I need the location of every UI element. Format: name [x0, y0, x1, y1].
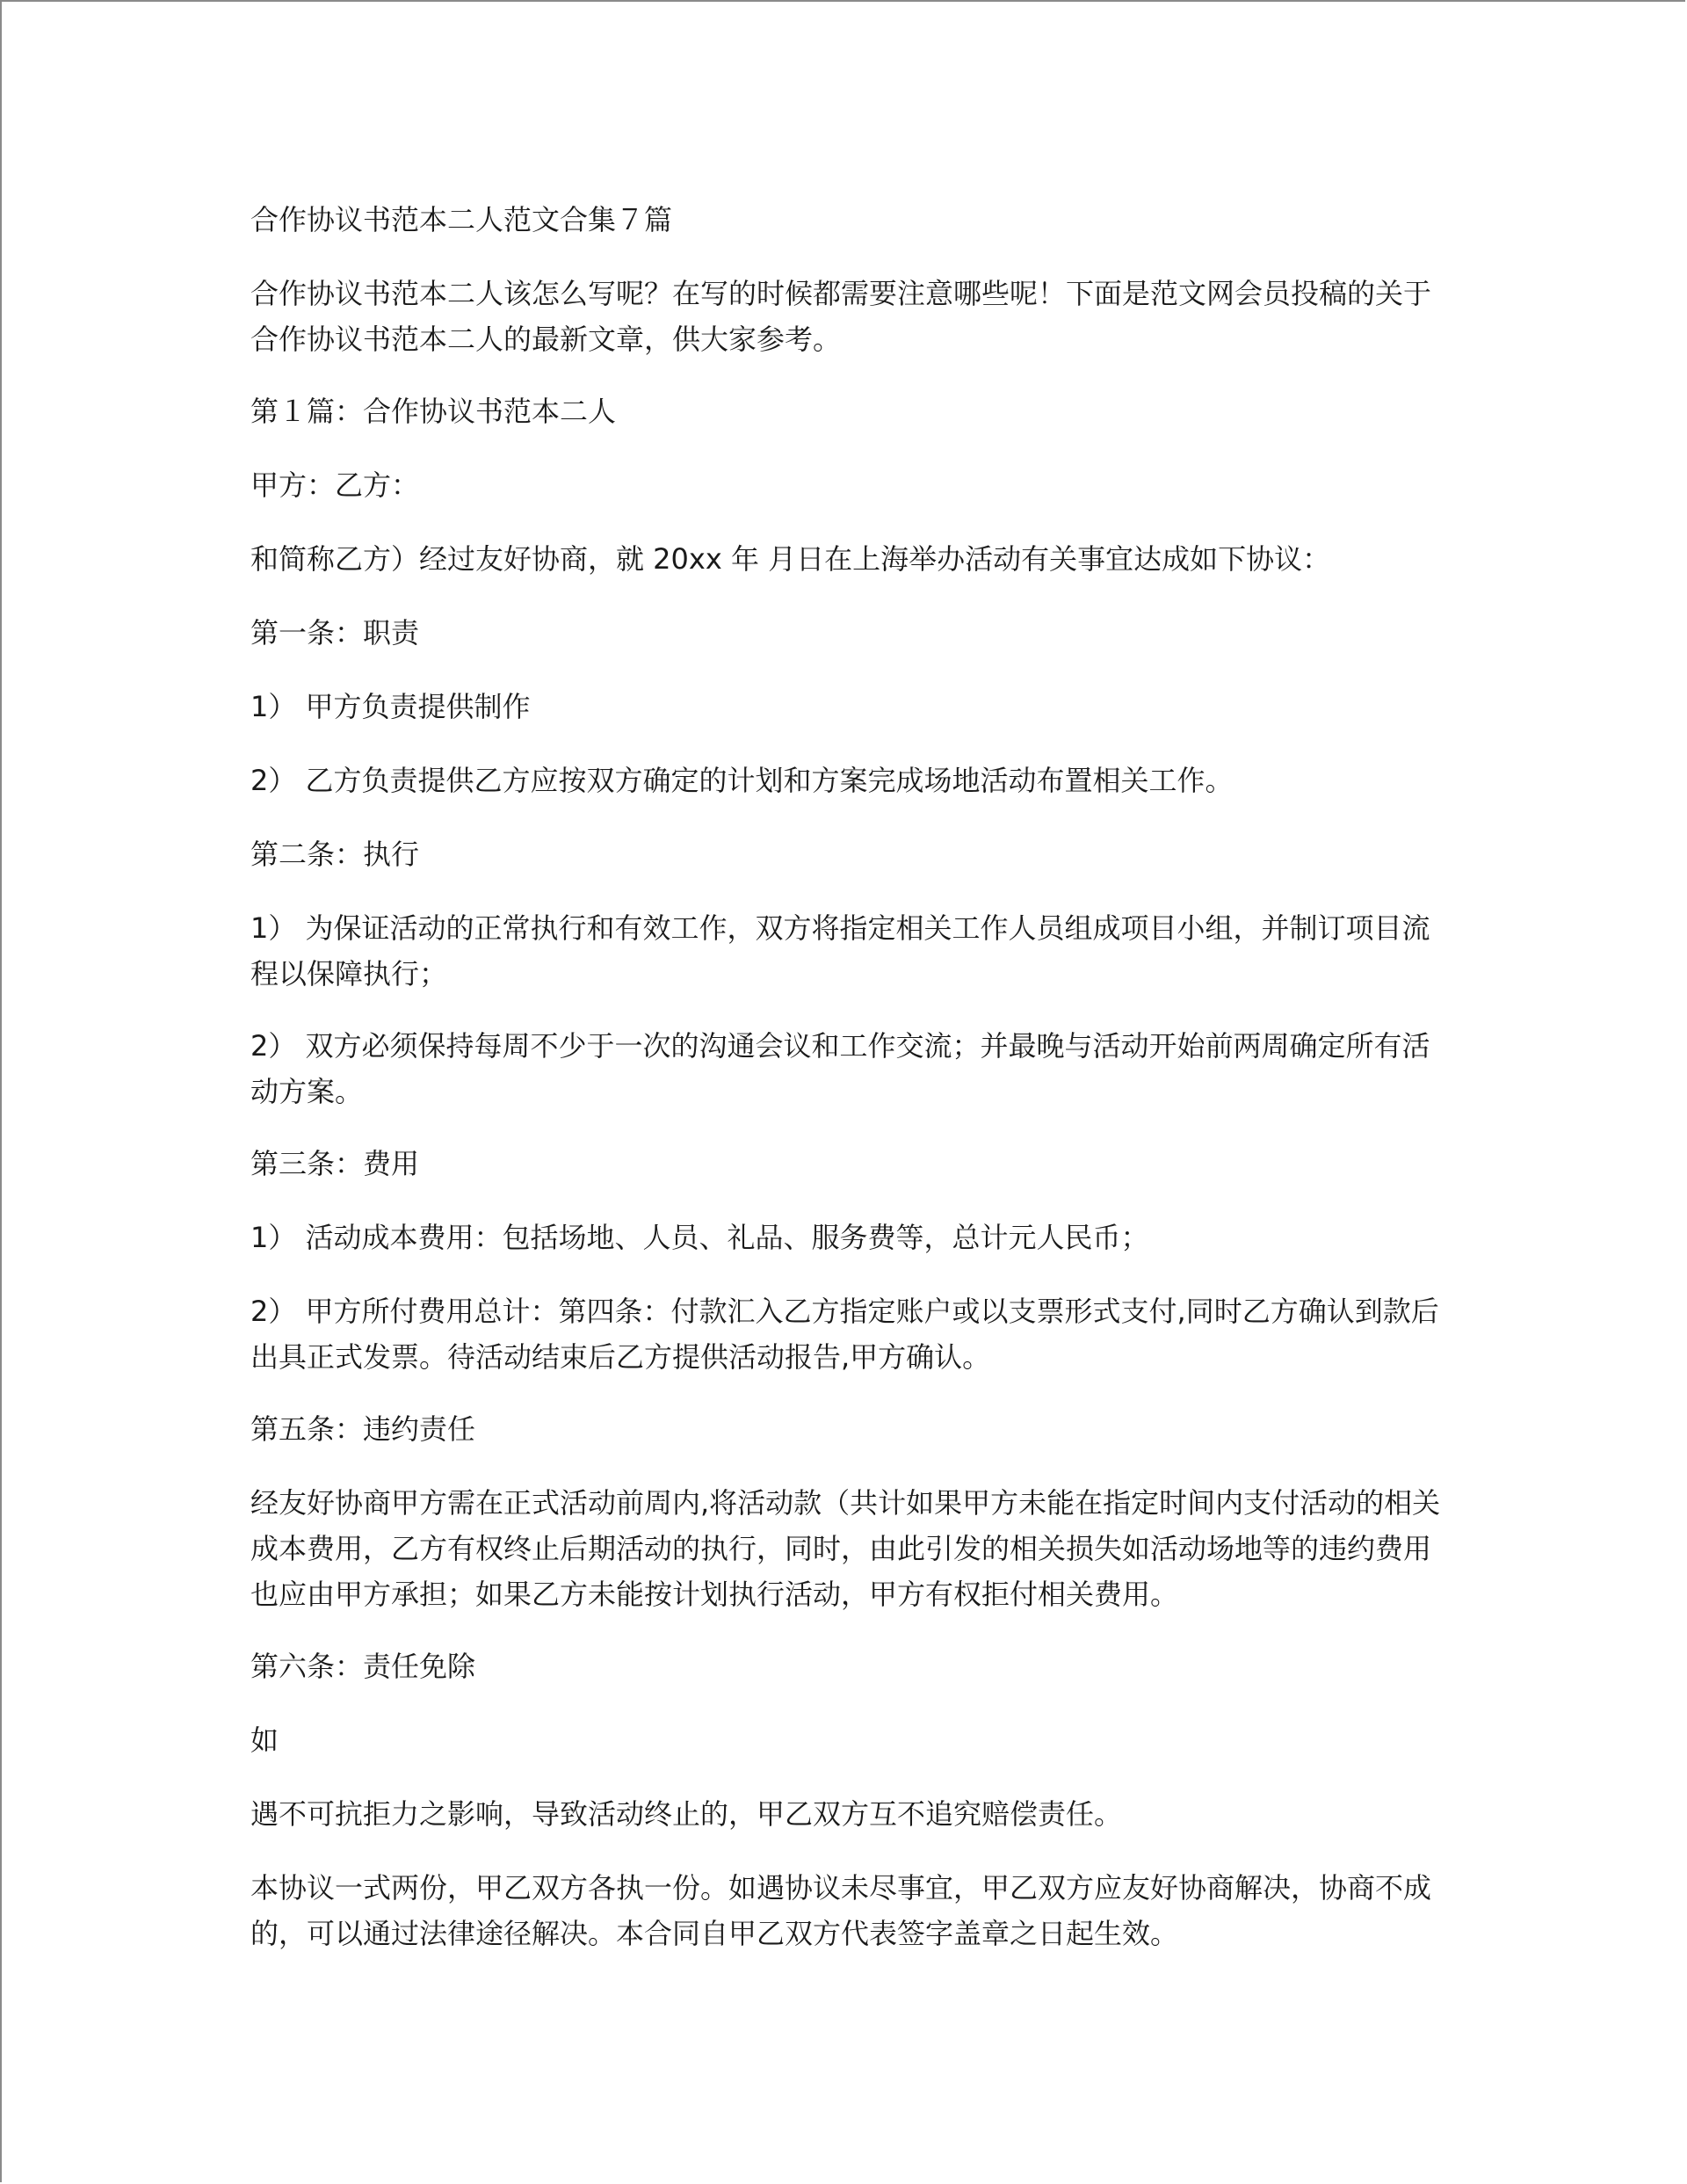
article2-title: 第二条：执行	[250, 838, 420, 871]
article2-item-1: 1） 为保证活动的正常执行和有效工作，双方将指定相关工作人员组成项目小组，并制订项目流程以保障执行；	[250, 911, 1430, 990]
article3-item-1: 1） 活动成本费用：包括场地、人员、礼品、服务费等，总计元人民币；	[250, 1221, 1149, 1254]
article1-item-2: 2） 乙方负责提供乙方应按双方确定的计划和方案完成场地活动布置相关工作。	[250, 764, 1234, 797]
article3-title: 第三条：费用	[250, 1147, 420, 1180]
closing-paragraph: 本协议一式两份，甲乙双方各执一份。如遇协议未尽事宜，甲乙双方应友好协商解决，协商不成的，可以通过法律途径解决。本合同自甲乙双方代表签字盖章之日起生效。	[250, 1871, 1432, 1950]
intro-paragraph: 合作协议书范本二人该怎么写呢？在写的时候都需要注意哪些呢！下面是范文网会员投稿的关于合作协议书范本二人的最新文章，供大家参考。	[250, 277, 1432, 356]
article6-lead: 如	[250, 1723, 279, 1757]
article6-body: 遇不可抗拒力之影响，导致活动终止的，甲乙双方互不追究赔偿责任。	[250, 1797, 1123, 1831]
parties-line: 甲方：乙方：	[250, 468, 420, 502]
article2-item-2: 2） 双方必须保持每周不少于一次的沟通会议和工作交流；并最晚与活动开始前两周确定所有活动方案。	[250, 1029, 1430, 1108]
article6-title: 第六条：责任免除	[250, 1650, 476, 1683]
document-title: 合作协议书范本二人范文合集７篇	[250, 203, 673, 236]
article3-item-2: 2） 甲方所付费用总计：第四条：付款汇入乙方指定账户或以支票形式支付,同时乙方确认到款后出具正式发票。待活动结束后乙方提供活动报告,甲方确认。	[250, 1295, 1439, 1374]
document-body	[250, 197, 1441, 1983]
article1-item-1: 1） 甲方负责提供制作	[250, 690, 531, 723]
article5-title: 第五条：违约责任	[250, 1412, 476, 1446]
article5-body: 经友好协商甲方需在正式活动前周内,将活动款（共计如果甲方未能在指定时间内支付活动的相关成本费用，乙方有权终止后期活动的执行，同时，由此引发的相关损失如活动场地等的违约费用也应由甲方承担；如果乙方未能按计划执行活动，甲方有权拒付相关费用。	[250, 1486, 1441, 1611]
article1-title: 第一条：职责	[250, 616, 420, 649]
preamble-paragraph: 和简称乙方）经过友好协商，就 20xx 年 月日在上海举办活动有关事宜达成如下协议：	[250, 542, 1331, 576]
article-heading: 第１篇：合作协议书范本二人	[250, 395, 617, 428]
